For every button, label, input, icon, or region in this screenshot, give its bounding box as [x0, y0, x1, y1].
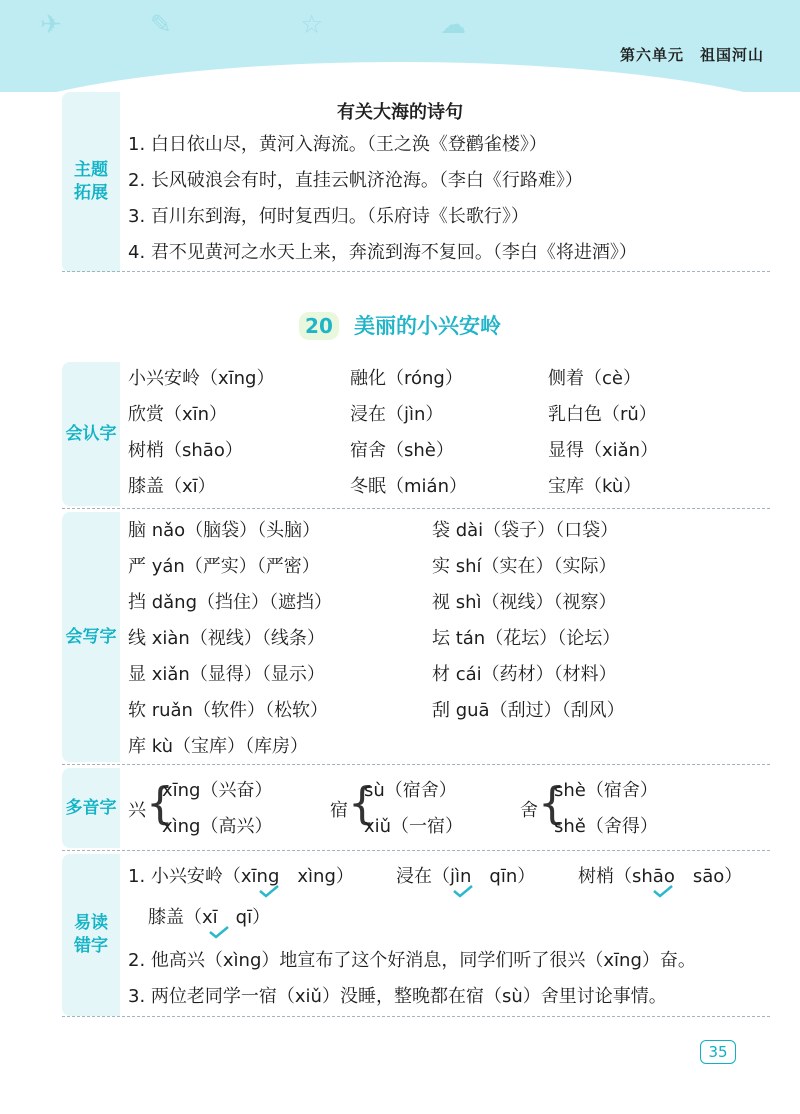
lesson-number: 20: [299, 312, 339, 340]
write-item: 挡 dǎng（挡住）（遮挡）: [128, 592, 333, 613]
write-item: 袋 dài（袋子）（口袋）: [432, 520, 619, 541]
recognize-item: 宝库（kù）: [548, 476, 642, 497]
divider: [62, 271, 770, 272]
write-tag: 会写字: [62, 512, 120, 762]
write-item: 库 kù（宝库）（库房）: [128, 736, 308, 757]
lesson-heading: [0, 310, 800, 340]
theme-line-2: 2. 长风破浪会有时，直挂云帆济沧海。（李白《行路难》）: [128, 170, 583, 191]
recognize-tag: 会认字: [62, 362, 120, 506]
polyphone-reading: sù（宿舍）: [364, 780, 457, 801]
theme-tag: 主题拓展: [62, 92, 120, 272]
brace-icon: {: [146, 778, 174, 829]
recognize-item: 侧着（cè）: [548, 368, 641, 389]
check-mark-icon: [208, 925, 230, 939]
check-mark-icon: [258, 884, 280, 898]
write-item: 坛 tán（花坛）（论坛）: [432, 628, 621, 649]
polyphone-char: 宿: [330, 800, 348, 821]
misread-item: 树梢（shāo sāo）: [578, 866, 743, 887]
check-mark-icon: [652, 884, 674, 898]
misread-tag: 易读错字: [62, 854, 120, 1016]
recognize-item: 融化（róng）: [350, 368, 463, 389]
recognize-item: 树梢（shāo）: [128, 440, 243, 461]
misread-item: 浸在（jìn qīn）: [396, 866, 536, 887]
check-mark-icon: [452, 884, 474, 898]
polyphone-char: 舍: [520, 800, 538, 821]
decor-star-icon: ☆: [300, 10, 324, 40]
lesson-title: 美丽的小兴安岭: [353, 314, 501, 338]
write-item: 软 ruǎn（软件）（松软）: [128, 700, 328, 721]
theme-line-1: 1. 白日依山尽，黄河入海流。（王之涣《登鹳雀楼》）: [128, 134, 547, 155]
page-number: 35: [700, 1040, 736, 1064]
polyphone-reading: xiǔ（一宿）: [364, 816, 464, 837]
recognize-item: 乳白色（rǔ）: [548, 404, 657, 425]
divider: [62, 850, 770, 851]
recognize-item: 冬眠（mián）: [350, 476, 467, 497]
theme-line-3: 3. 百川东到海，何时复西归。（乐府诗《长歌行》）: [128, 206, 529, 227]
misread-item: 膝盖（xī qī）: [148, 907, 271, 928]
polyphone-reading: shě（舍得）: [554, 816, 658, 837]
write-item: 严 yán（严实）（严密）: [128, 556, 320, 577]
brace-icon: {: [538, 778, 566, 829]
divider: [62, 1016, 770, 1017]
running-head: 第六单元 祖国河山: [619, 46, 764, 64]
recognize-item: 浸在（jìn）: [350, 404, 444, 425]
write-item: 实 shí（实在）（实际）: [432, 556, 617, 577]
theme-title: 有关大海的诗句: [337, 102, 463, 123]
polyphone-char: 兴: [128, 800, 146, 821]
write-item: 刮 guā（刮过）（刮风）: [432, 700, 625, 721]
misread-sentence: 3. 两位老同学一宿（xiǔ）没睡，整晚都在宿（sù）舍里讨论事情。: [128, 986, 667, 1007]
recognize-item: 小兴安岭（xīng）: [128, 368, 275, 389]
brace-icon: {: [348, 778, 376, 829]
polyphone-reading: xìng（高兴）: [162, 816, 273, 837]
write-item: 视 shì（视线）（视察）: [432, 592, 617, 613]
polyphone-reading: shè（宿舍）: [554, 780, 658, 801]
polyphone-tag: 多音字: [62, 768, 120, 848]
write-item: 显 xiǎn（显得）（显示）: [128, 664, 325, 685]
divider: [62, 764, 770, 765]
write-item: 脑 nǎo（脑袋）（头脑）: [128, 520, 321, 541]
decor-pencil-icon: ✎: [150, 10, 172, 40]
recognize-item: 膝盖（xī）: [128, 476, 216, 497]
recognize-item: 欣赏（xīn）: [128, 404, 228, 425]
recognize-item: 显得（xiǎn）: [548, 440, 659, 461]
decor-plane-icon: ✈: [40, 10, 62, 40]
misread-item: 1. 小兴安岭（xīng xìng）: [128, 866, 354, 887]
misread-sentence: 2. 他高兴（xìng）地宣布了这个好消息，同学们听了很兴（xīng）奋。: [128, 950, 696, 971]
recognize-item: 宿舍（shè）: [350, 440, 454, 461]
theme-line-4: 4. 君不见黄河之水天上来，奔流到海不复回。（李白《将进酒》）: [128, 242, 637, 263]
divider: [62, 508, 770, 509]
decor-cloud-icon: ☁: [440, 10, 466, 40]
polyphone-reading: xīng（兴奋）: [162, 780, 273, 801]
write-item: 线 xiàn（视线）（线条）: [128, 628, 325, 649]
write-item: 材 cái（药材）（材料）: [432, 664, 617, 685]
